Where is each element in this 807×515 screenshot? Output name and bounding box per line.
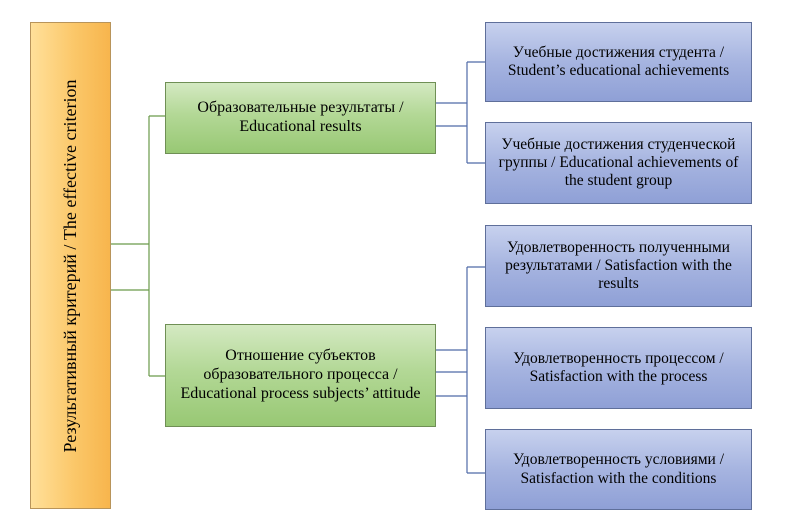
leaf-student-achievements <box>485 22 752 102</box>
branch1-connector <box>436 62 485 163</box>
root-criterion-label: Результативный критерий / The effective criterion <box>59 79 80 452</box>
leaf-satisfaction-process <box>485 327 752 409</box>
leaf-group-achievements <box>485 122 752 204</box>
branch2-connector <box>436 267 485 473</box>
leaf-satisfaction-conditions <box>485 429 752 510</box>
leaf-satisfaction-process-label: Удовлетворенность процессом / Satisfaction with the process <box>513 349 724 385</box>
root-connector <box>111 116 165 376</box>
branch-educational-results-label: Образовательные результаты / Educational results <box>197 99 404 135</box>
root-criterion-box <box>30 22 111 509</box>
branch-subjects-attitude <box>165 324 436 427</box>
leaf-student-achievements-label: Учебные достижения студента / Student’s educational achievements <box>507 43 730 79</box>
leaf-satisfaction-results <box>485 225 752 307</box>
leaf-satisfaction-conditions-label: Удовлетворенность условиями / Satisfaction with the conditions <box>513 451 724 487</box>
leaf-satisfaction-results-label: Удовлетворенность полученными результатами / Satisfaction with the results <box>505 238 732 293</box>
branch-educational-results <box>165 82 436 154</box>
leaf-group-achievements-label: Учебные достижения студенческой группы / Educational achievements of the student group <box>498 135 739 190</box>
branch-subjects-attitude-label: Отношение субъектов образовательного процесса / Educational process subjects’ attitude <box>180 347 421 402</box>
